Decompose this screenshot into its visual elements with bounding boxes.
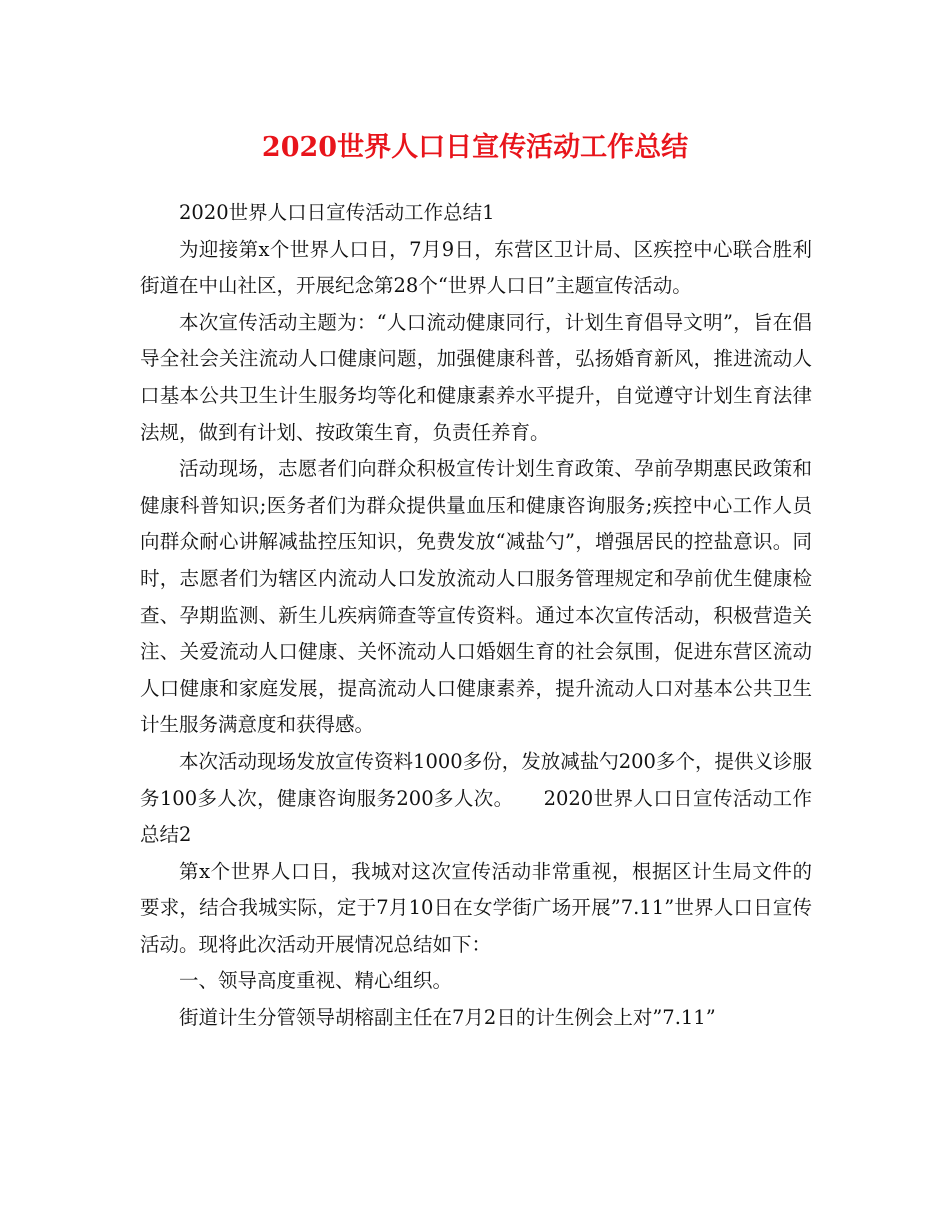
paragraph: 活动现场，志愿者们向群众积极宣传计划生育政策、孕前孕期惠民政策和健康科普知识;医务者们为群众提供量血压和健康咨询服务;疾控中心工作人员向群众耐心讲解减盐控压知识，免费发放“减盐勺”，增强居民的控盐意识。同时，志愿者们为辖区内流动人口发放流动人口服务管理规定和孕前优生健康检查、孕期监测、新生儿疾病筛查等宣传资料。通过本次宣传活动，积极营造关注、关爱流动人口健康、关怀流动人口婚姻生育的社会氛围，促进东营区流动人口健康和家庭发展，提高流动人口健康素养，提升流动人口对基本公共卫生计生服务满意度和获得感。 (140, 457, 812, 737)
paragraph: 本次宣传活动主题为：“人口流动健康同行，计划生育倡导文明”，旨在倡导全社会关注流动人口健康问题，加强健康科普，弘扬婚育新风，推进流动人口基本公共卫生计生服务均等化和健康素养水平提升，自觉遵守计划生育法律法规，做到有计划、按政策生育，负责任养育。 (140, 310, 812, 444)
section-heading: 一、领导高度重视、精心组织。 (179, 969, 453, 993)
document-title: 2020世界人口日宣传活动工作总结 (261, 132, 689, 163)
paragraph: 本次活动现场发放宣传资料1000多份，发放减盐勺200多个，提供义诊服务100多人次，健康咨询服务200多人次。 2020世界人口日宣传活动工作总结2 (140, 749, 812, 847)
paragraph: 第x个世界人口日，我城对这次宣传活动非常重视，根据区计生局文件的要求，结合我城实际，定于7月10日在女学街广场开展”7.11”世界人口日宣传活动。现将此次活动开展情况总结如下： (140, 859, 812, 956)
paragraph: 为迎接第x个世界人口日，7月9日，东营区卫计局、区疾控中心联合胜利街道在中山社区，开展纪念第28个“世界人口日”主题宣传活动。 (140, 237, 812, 298)
document-body (140, 195, 812, 1037)
paragraph: 街道计生分管领导胡榕副主任在7月2日的计生例会上对”7.11” (179, 1006, 716, 1030)
paragraph-subtitle-1: 2020世界人口日宣传活动工作总结1 (179, 201, 495, 224)
